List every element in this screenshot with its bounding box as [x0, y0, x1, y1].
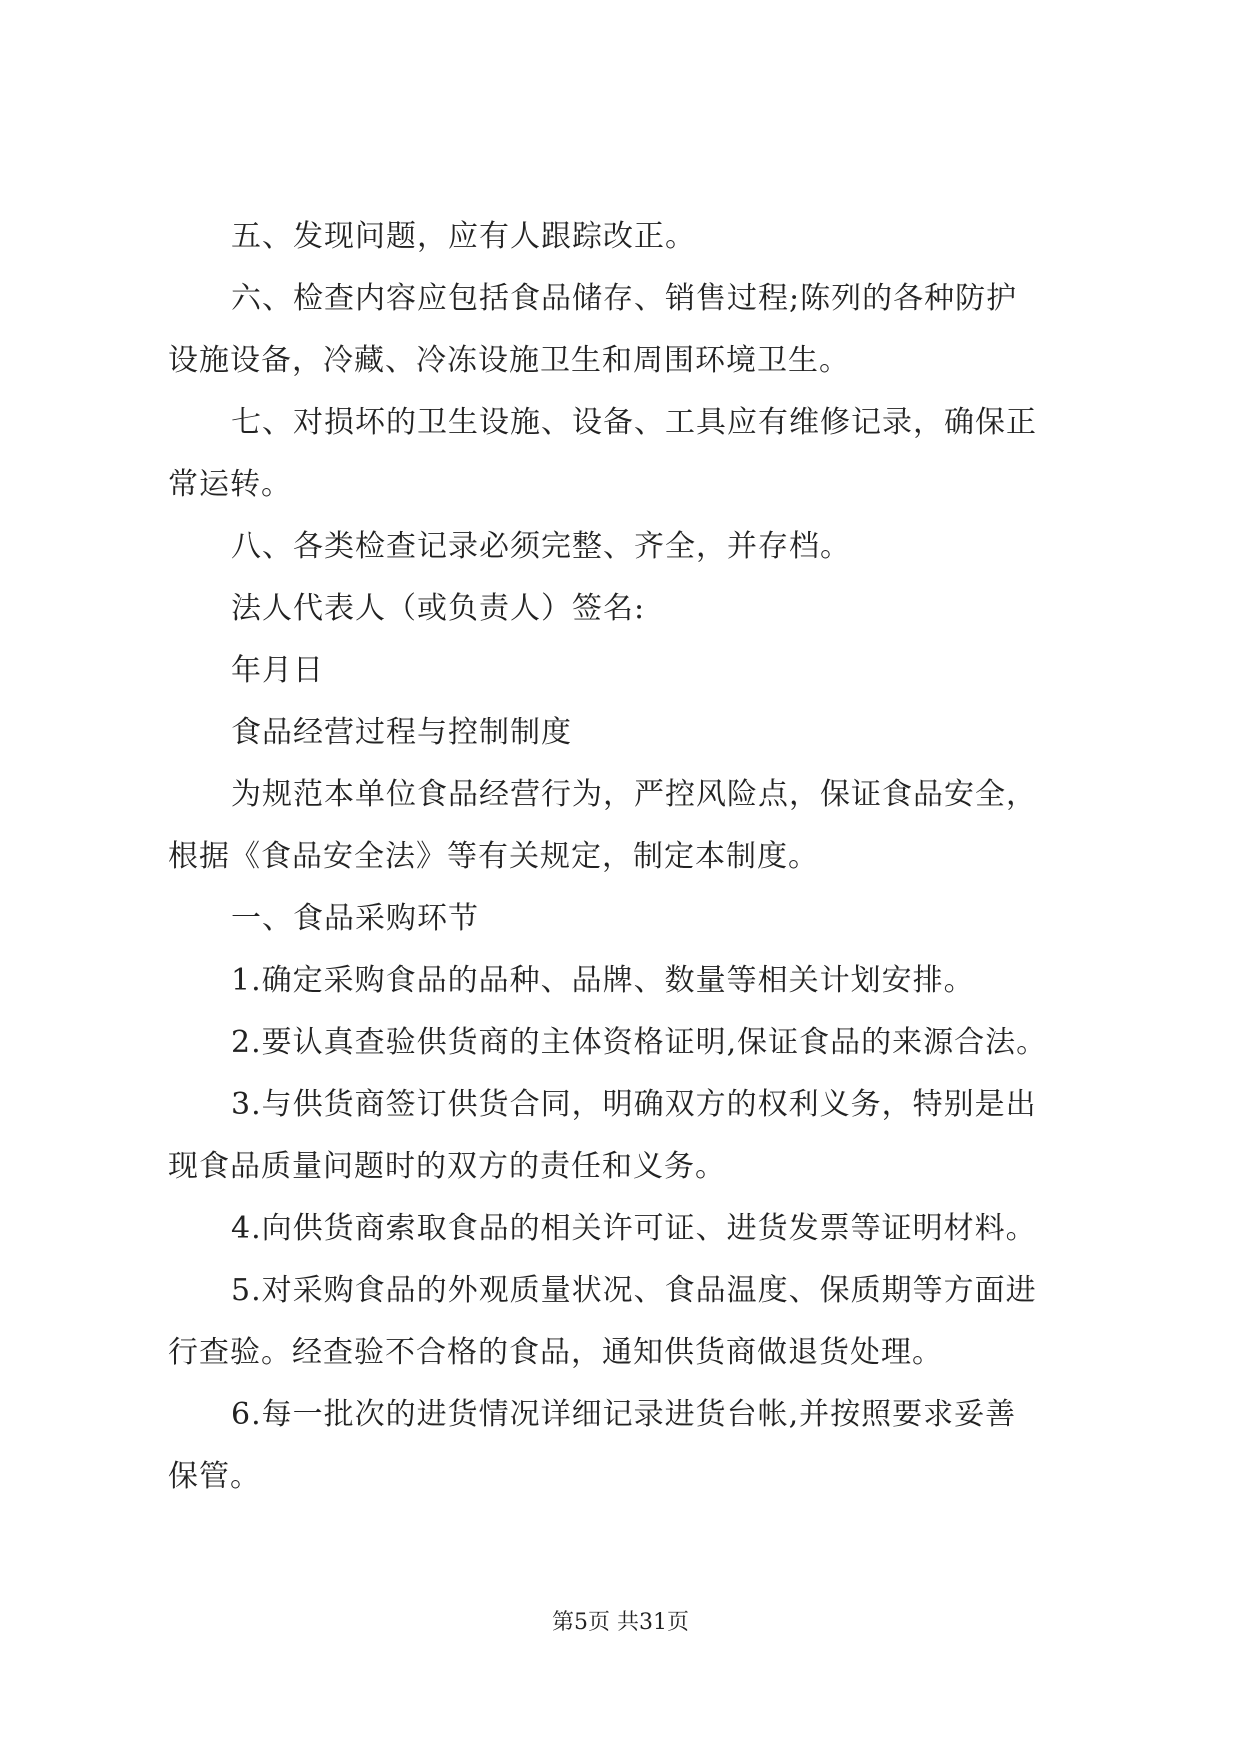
section-title: 食品经营过程与控制制度 — [231, 715, 572, 750]
date-label: 年月日 — [231, 653, 324, 688]
list-item-continuation: 保管。 — [168, 1459, 261, 1494]
list-item-continuation: 现食品质量问题时的双方的责任和义务。 — [168, 1149, 726, 1184]
list-item: 2.要认真查验供货商的主体资格证明,保证食品的来源合法。 — [231, 1025, 1048, 1060]
list-item: 5.对采购食品的外观质量状况、食品温度、保质期等方面进 — [231, 1273, 1037, 1308]
page-number-footer: 第5页 共31页 — [552, 1610, 689, 1635]
list-item: 3.与供货商签订供货合同，明确双方的权利义务，特别是出 — [231, 1087, 1037, 1122]
paragraph-line: 六、检查内容应包括食品储存、销售过程;陈列的各种防护 — [231, 281, 1018, 316]
signature-label: 法人代表人（或负责人）签名: — [231, 591, 646, 626]
paragraph-line: 根据《食品安全法》等有关规定，制定本制度。 — [168, 839, 819, 874]
paragraph-line: 设施设备，冷藏、冷冻设施卫生和周围环境卫生。 — [168, 343, 850, 378]
paragraph-line: 常运转。 — [168, 467, 292, 502]
paragraph-line: 七、对损坏的卫生设施、设备、工具应有维修记录，确保正 — [231, 405, 1037, 440]
paragraph-line: 八、各类检查记录必须完整、齐全，并存档。 — [231, 529, 851, 564]
document-body — [168, 206, 1088, 1508]
paragraph-line: 五、发现问题，应有人跟踪改正。 — [231, 219, 696, 254]
list-item-continuation: 行查验。经查验不合格的食品，通知供货商做退货处理。 — [168, 1335, 943, 1370]
list-item: 1.确定采购食品的品种、品牌、数量等相关计划安排。 — [231, 963, 975, 998]
list-item: 6.每一批次的进货情况详细记录进货台帐,并按照要求妥善 — [231, 1397, 1017, 1432]
paragraph-line: 为规范本单位食品经营行为，严控风险点，保证食品安全， — [231, 777, 1037, 812]
list-item: 4.向供货商索取食品的相关许可证、进货发票等证明材料。 — [231, 1211, 1037, 1246]
subsection-title: 一、食品采购环节 — [231, 901, 479, 936]
